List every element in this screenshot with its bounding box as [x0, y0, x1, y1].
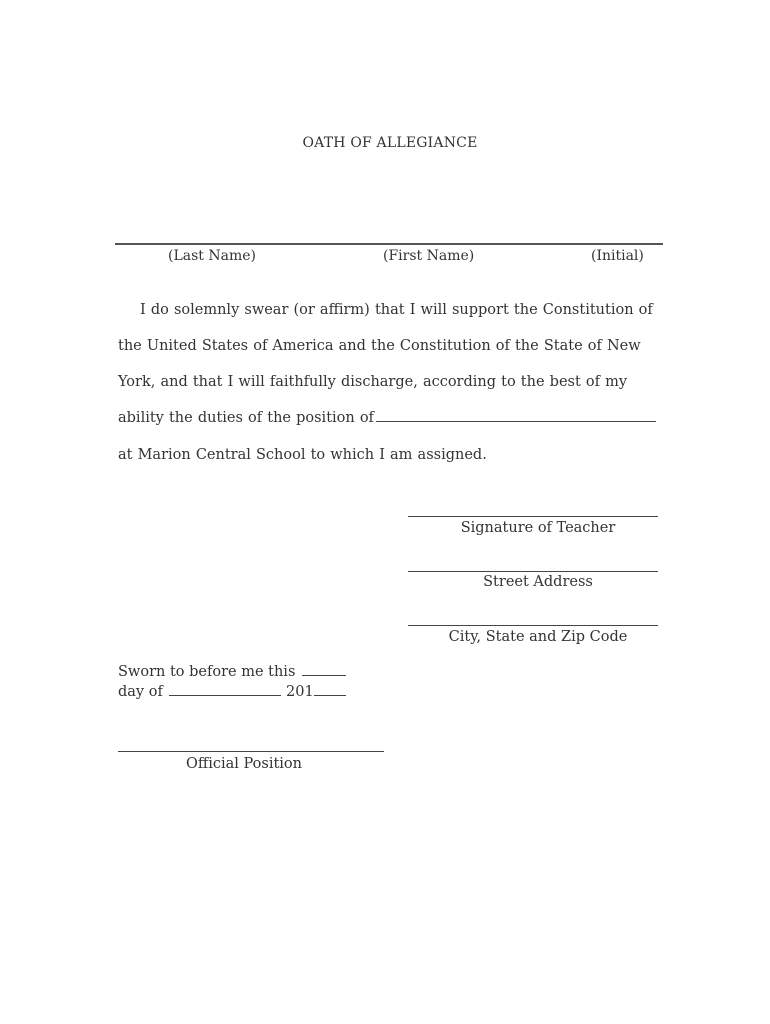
signature-label: Signature of Teacher — [460, 520, 616, 536]
street-address-line[interactable] — [408, 571, 658, 572]
city-state-zip-line[interactable] — [408, 625, 658, 626]
sworn-line-1 — [118, 664, 346, 680]
sworn-month-blank[interactable] — [169, 694, 281, 696]
official-position-line[interactable] — [118, 751, 384, 752]
first-name-label: (First Name) — [383, 248, 475, 264]
sworn-year-blank[interactable] — [314, 694, 346, 696]
document-title: OATH OF ALLEGIANCE — [302, 135, 478, 151]
sworn-text: Sworn to before me this — [118, 664, 296, 680]
position-blank[interactable] — [376, 420, 656, 422]
official-position-label: Official Position — [186, 756, 302, 772]
oath-line-3: York, and that I will faithfully discharge, according to the best of my — [118, 374, 628, 390]
sworn-day-of-text: day of — [118, 684, 163, 700]
oath-line-4 — [118, 410, 656, 426]
last-name-label: (Last Name) — [168, 248, 256, 264]
city-state-zip-label: City, State and Zip Code — [448, 629, 628, 645]
sworn-year-text: 201 — [286, 684, 314, 700]
initial-label: (Initial) — [591, 248, 644, 264]
sworn-line-2 — [118, 684, 346, 700]
oath-line-1: I do solemnly swear (or affirm) that I will support the Constitution of — [140, 302, 653, 318]
oath-line-2: the United States of America and the Constitution of the State of New — [118, 338, 641, 354]
name-signature-line[interactable] — [115, 243, 663, 245]
oath-line-5: at Marion Central School to which I am assigned. — [118, 447, 487, 463]
oath-line-4-text: ability the duties of the position of — [118, 410, 374, 426]
street-address-label: Street Address — [483, 574, 593, 590]
sworn-day-blank[interactable] — [302, 674, 346, 676]
signature-line[interactable] — [408, 516, 658, 517]
